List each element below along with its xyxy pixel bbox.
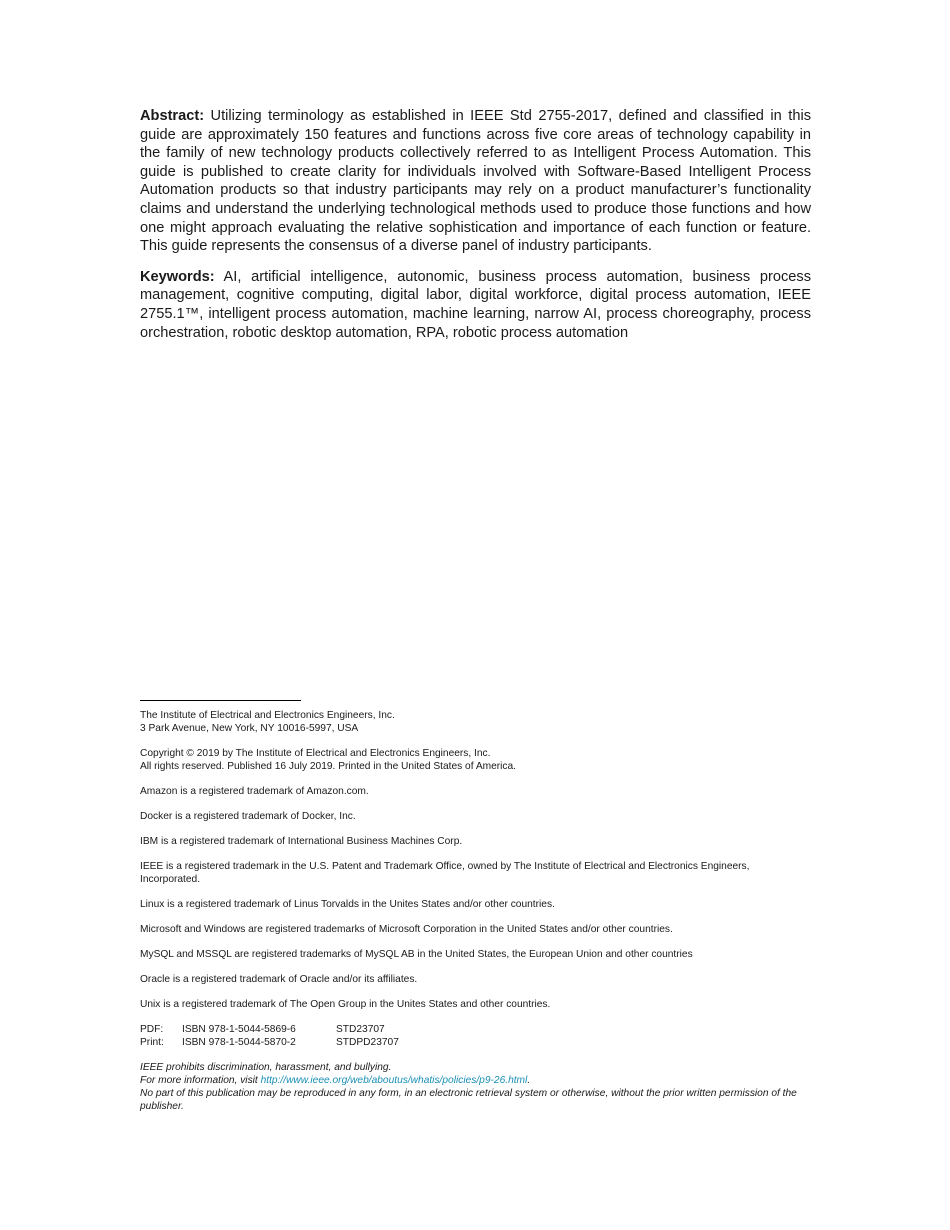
copyright-line: Copyright © 2019 by The Institute of Electrical and Electronics Engineers, Inc. — [140, 748, 491, 759]
isbn-format: Print: — [140, 1037, 164, 1048]
abstract-paragraph — [140, 107, 811, 256]
trademark-notice: MySQL and MSSQL are registered trademarks of MySQL AB in the United States, the European Union and other countries — [140, 949, 693, 960]
policy-notes — [140, 1061, 811, 1113]
policy-link[interactable]: http://www.ieee.org/web/aboutus/whatis/policies/p9-26.html — [260, 1075, 528, 1086]
trademark-notice: Oracle is a registered trademark of Oracle and/or its affiliates. — [140, 974, 418, 985]
publisher-name: The Institute of Electrical and Electronics Engineers, Inc. — [140, 710, 395, 721]
isbn-table — [140, 1023, 811, 1049]
trademark-notice: Microsoft and Windows are registered trademarks of Microsoft Corporation in the United States and/or other countries. — [140, 924, 673, 935]
footnote-rule — [140, 700, 301, 701]
isbn-format: PDF: — [140, 1024, 164, 1035]
keywords-text: AI, artificial intelligence, autonomic, business process automation, business process management, cognitive computing, digital labor, digital workforce, digital process automation, IEEE 2755.1™, intelligent process automation, machine learning, narrow AI, process choreography, process orchestration, robotic desktop automation, RPA, robotic process automation — [140, 268, 811, 341]
abstract-section — [140, 107, 811, 342]
trademark-notice: Docker is a registered trademark of Docker, Inc. — [140, 811, 356, 822]
isbn-row-print — [140, 1036, 811, 1049]
publisher-block — [140, 709, 811, 735]
trademark-notice: IEEE is a registered trademark in the U.S. Patent and Trademark Office, owned by The Institute of Electrical and Electronics Engineers, Incorporated. — [140, 861, 750, 885]
keywords-paragraph — [140, 268, 811, 342]
more-info-prefix: For more information, visit — [140, 1075, 261, 1086]
more-info-line — [140, 1074, 811, 1087]
isbn-code: STD23707 — [336, 1024, 385, 1035]
more-info-suffix: . — [527, 1075, 531, 1086]
trademark-notice: Amazon is a registered trademark of Amazon.com. — [140, 786, 369, 797]
keywords-label: Keywords: — [140, 268, 215, 285]
copyright-block — [140, 747, 811, 773]
policy-line: IEEE prohibits discrimination, harassment, and bullying. — [140, 1062, 392, 1073]
reproduction-notice: No part of this publication may be reproduced in any form, in an electronic retrieval system or otherwise, without the prior written permission of the publisher. — [140, 1088, 797, 1112]
isbn-number: ISBN 978-1-5044-5869-6 — [182, 1024, 296, 1035]
isbn-code: STDPD23707 — [336, 1037, 399, 1048]
footer-notices — [140, 700, 811, 1113]
isbn-number: ISBN 978-1-5044-5870-2 — [182, 1037, 296, 1048]
abstract-text: Utilizing terminology as established in IEEE Std 2755-2017, defined and classified in this guide are approximately 150 features and functions across five core areas of technology capability in the family of new technology products collectively referred to as Intelligent Process Automation. This guide is published to create clarity for individuals involved with Software-Based Intelligent Process Automation products so that industry participants may rely on a product manufacturer’s functionality claims and understand the underlying technological methods used to produce those functions and how one might approach evaluating the relative sophistication and importance of each function or feature. This guide represents the consensus of a diverse panel of industry participants. — [140, 108, 811, 255]
trademark-notice: Unix is a registered trademark of The Open Group in the Unites States and other countries. — [140, 999, 551, 1010]
trademark-notice: Linux is a registered trademark of Linus Torvalds in the Unites States and/or other countries. — [140, 899, 555, 910]
rights-line: All rights reserved. Published 16 July 2019. Printed in the United States of America. — [140, 761, 517, 772]
isbn-row-pdf — [140, 1023, 811, 1036]
abstract-label: Abstract: — [140, 108, 205, 124]
trademark-notice: IBM is a registered trademark of International Business Machines Corp. — [140, 836, 463, 847]
publisher-address: 3 Park Avenue, New York, NY 10016-5997, USA — [140, 723, 359, 734]
